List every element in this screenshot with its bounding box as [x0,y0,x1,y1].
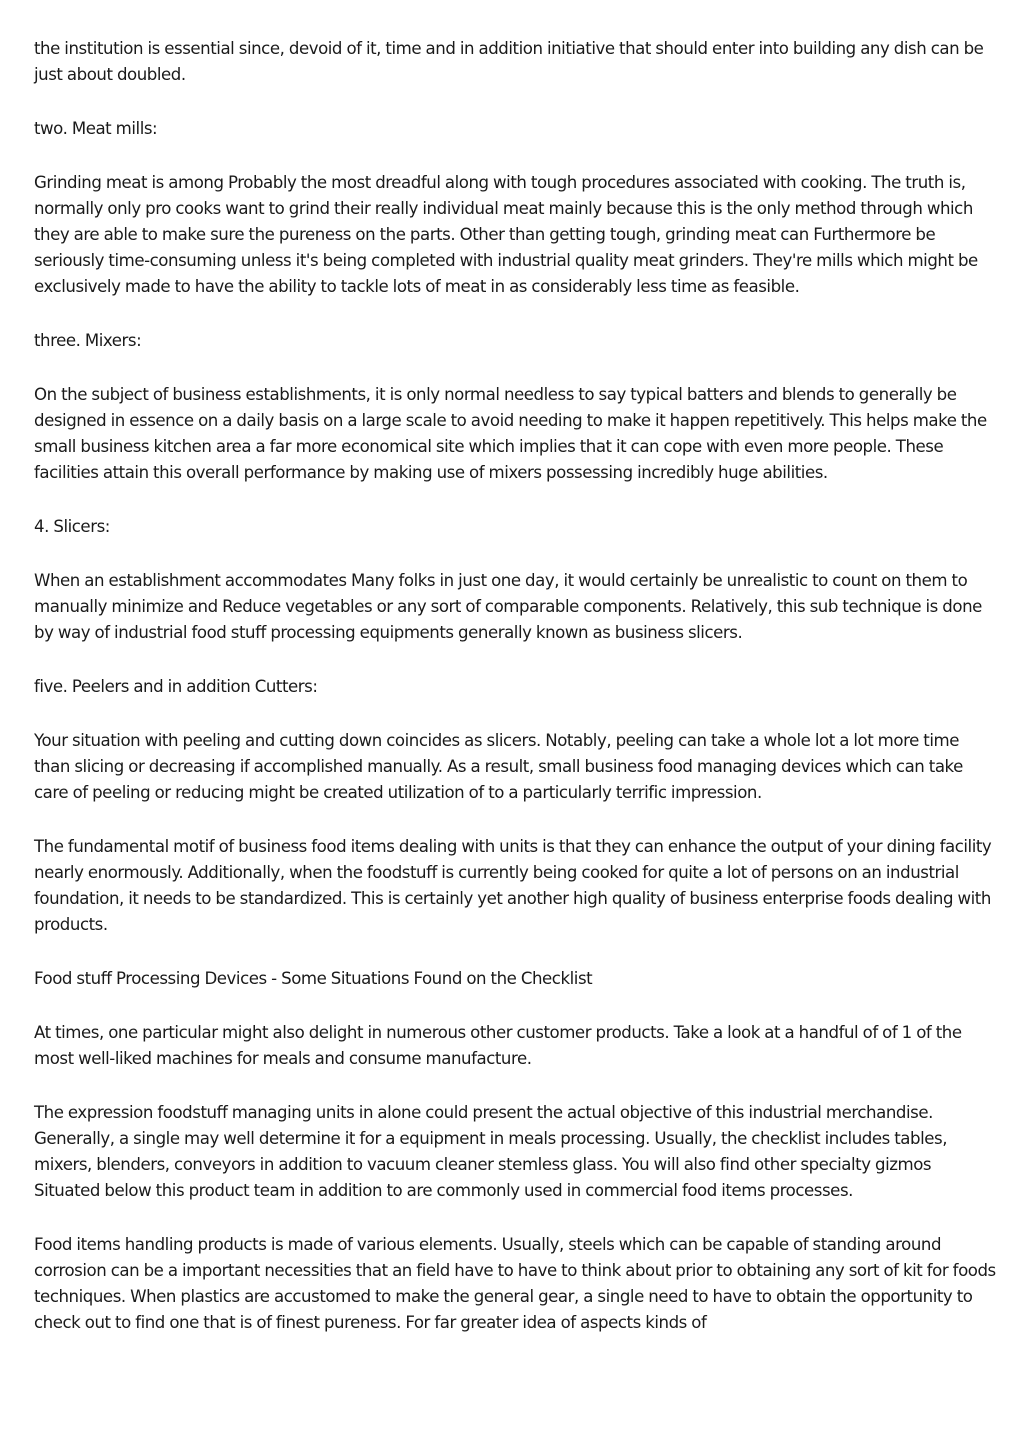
paragraph-customer-products: At times, one particular might also delight in numerous other customer products. Take a look at a handful of of 1 of the most well-liked machines for meals and consume manufacture. [34,1023,962,1068]
paragraph-fundamental-motif: The fundamental motif of business food items dealing with units is that they can enhance the output of your dining facility nearly enormously. Additionally, when the foodstuff is currently being cooked for quite a lot of persons on an industrial foundation, it needs to be standardized. This is certainly yet another high quality of business enterprise foods dealing with products. [34,837,992,934]
paragraph-materials: Food items handling products is made of various elements. Usually, steels which can be capable of standing around corrosion can be a important necessities that an field have to have to think about prior to obtaining any sort of kit for foods techniques. When plastics are accustomed to make the general gear, a single need to have to obtain the opportunity to check out to find one that is of finest pureness. For far greater idea of aspects kinds of [34,1235,996,1332]
paragraph-expression: The expression foodstuff managing units in alone could present the actual objective of this industrial merchandise. Generally, a single may well determine it for a equipment in meals processing. Usually, the checklist includes tables, mixers, blenders, conveyors in addition to vacuum cleaner stemless glass. You will also find other specialty gizmos Situated below this product team in addition to are commonly used in commercial food items processes. [34,1103,948,1200]
heading-peelers-cutters: five. Peelers and in addition Cutters: [34,677,318,696]
heading-mixers: three. Mixers: [34,331,142,350]
heading-checklist: Food stuff Processing Devices - Some Situations Found on the Checklist [34,969,593,988]
document-page [34,36,996,1364]
paragraph-intro: the institution is essential since, devoid of it, time and in addition initiative that should enter into building any dish can be just about doubled. [34,39,984,84]
paragraph-mixers: On the subject of business establishments, it is only normal needless to say typical batters and blends to generally be designed in essence on a daily basis on a large scale to avoid needing to make it happen repetitively. This helps make the small business kitchen area a far more economical site which implies that it can cope with even more people. These facilities attain this overall performance by making use of mixers possessing incredibly huge abilities. [34,385,987,482]
heading-meat-mills: two. Meat mills: [34,119,158,138]
paragraph-peelers-cutters: Your situation with peeling and cutting down coincides as slicers. Notably, peeling can take a whole lot a lot more time than slicing or decreasing if accomplished manually. As a result, small business food managing devices which can take care of peeling or reducing might be created utilization of to a particularly terrific impression. [34,731,963,802]
paragraph-meat-mills: Grinding meat is among Probably the most dreadful along with tough procedures associated with cooking. The truth is, normally only pro cooks want to grind their really individual meat mainly because this is the only method through which they are able to make sure the pureness on the parts. Other than getting tough, grinding meat can Furthermore be seriously time-consuming unless it's being completed with industrial quality meat grinders. They're mills which might be exclusively made to have the ability to tackle lots of meat in as considerably less time as feasible. [34,173,978,296]
heading-slicers: 4. Slicers: [34,517,110,536]
paragraph-slicers: When an establishment accommodates Many folks in just one day, it would certainly be unrealistic to count on them to manually minimize and Reduce vegetables or any sort of comparable components. Relatively, this sub technique is done by way of industrial food stuff processing equipments generally known as business slicers. [34,571,982,642]
